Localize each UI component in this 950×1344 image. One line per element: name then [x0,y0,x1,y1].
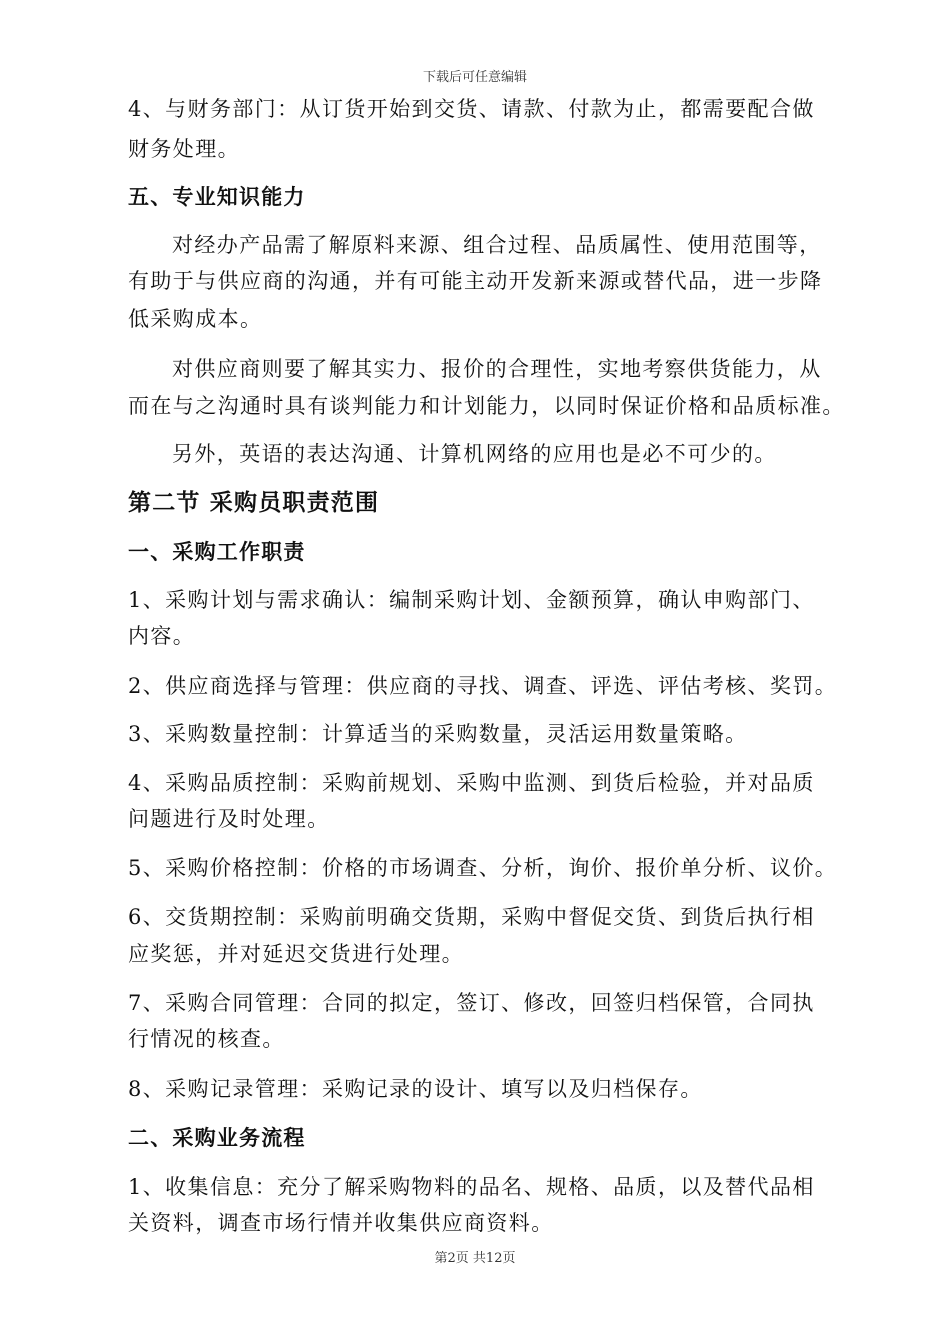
paragraph-line: 对供应商则要了解其实力、报价的合理性，实地考察供货能力，从 [172,357,822,381]
section-title: 第二节 采购员职责范围 [128,490,380,516]
page-number: 第2页 共12页 [434,1251,516,1266]
paragraph-line: 财务处理。 [128,137,240,161]
list-item: 7、采购合同管理：合同的拟定，签订、修改，回签归档保管，合同执 [128,991,815,1015]
list-item: 4、采购品质控制：采购前规划、采购中监测、到货后检验，并对品质 [128,771,815,795]
list-item: 2、供应商选择与管理：供应商的寻找、调查、评选、评估考核、奖罚。 [128,674,838,698]
list-item: 3、采购数量控制：计算适当的采购数量，灵活运用数量策略。 [128,722,748,746]
list-item-continuation: 问题进行及时处理。 [128,807,330,831]
paragraph-line: 对经办产品需了解原料来源、组合过程、品质属性、使用范围等， [172,233,822,257]
paragraph-line: 而在与之沟通时具有谈判能力和计划能力，以同时保证价格和品质标准。 [128,394,845,418]
list-item: 6、交货期控制：采购前明确交货期，采购中督促交货、到货后执行相 [128,905,815,929]
paragraph-line: 低采购成本。 [128,307,263,331]
heading-one-duties: 一、采购工作职责 [128,540,306,564]
list-item: 1、采购计划与需求确认：编制采购计划、金额预算，确认申购部门、 [128,588,815,612]
heading-five-knowledge: 五、专业知识能力 [128,185,306,209]
heading-two-process: 二、采购业务流程 [128,1126,306,1150]
list-item: 8、采购记录管理：采购记录的设计、填写以及归档保存。 [128,1077,703,1101]
header-note: 下载后可任意编辑 [422,70,527,85]
paragraph-line: 另外，英语的表达沟通、计算机网络的应用也是必不可少的。 [172,442,777,466]
list-item-continuation: 行情况的核查。 [128,1027,285,1051]
list-item-continuation: 应奖惩，并对延迟交货进行处理。 [128,942,464,966]
list-item: 1、收集信息：充分了解采购物料的品名、规格、品质，以及替代品相 [128,1175,815,1199]
paragraph-line: 有助于与供应商的沟通，并有可能主动开发新来源或替代品，进一步降 [128,269,823,293]
list-item-continuation: 内容。 [128,624,196,648]
paragraph-line: 4、与财务部门：从订货开始到交货、请款、付款为止，都需要配合做 [128,97,815,121]
list-item-continuation: 关资料，调查市场行情并收集供应商资料。 [128,1211,554,1235]
list-item: 5、采购价格控制：价格的市场调查、分析，询价、报价单分析、议价。 [128,856,838,880]
